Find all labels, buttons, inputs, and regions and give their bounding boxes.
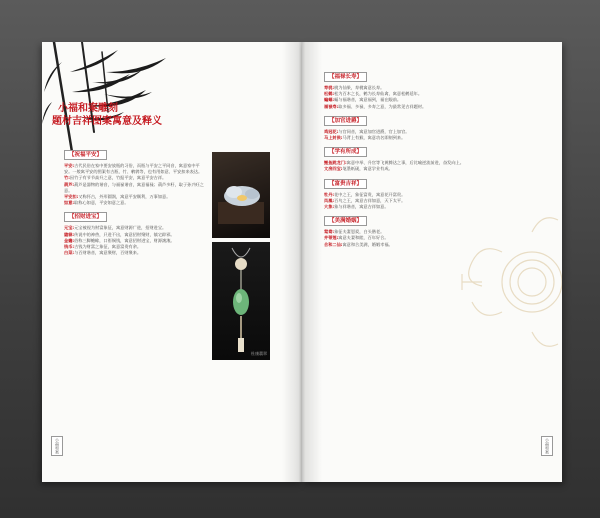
list-item: 鸳鸯:象征夫妻恩爱，白头偕老。 [324,229,385,235]
right-page [302,42,562,482]
page-number: 小福和案 [541,436,553,456]
list-item: 福禄寿:取多福、多禄、多寿之意，为最常见吉祥题材。 [324,103,427,109]
list-item: 寿桃:桃为仙果，寿桃寓意长寿。 [324,85,385,90]
section [64,212,204,256]
list-item: 合和二仙:寓意和合美满，婚姻幸福。 [324,241,393,247]
list-item: 貔貅:传说中的神兽，只进不出，寓意招财聚财，镇宅辟邪。 [64,231,175,237]
section-heading: 【美满婚姻】 [324,216,367,226]
list-item: 竹:因竹子有节节高升之意，竹报平安，寓意平安吉祥。 [64,175,167,181]
section [64,150,204,206]
list-item: 白菜:与百财谐音，寓意聚财，百财聚来。 [64,250,142,256]
title-line-2: 题材吉祥图案寓意及释义 [52,116,162,127]
section [324,179,524,211]
list-item: 并蒂莲:寓意夫妻和睦，百年好合。 [324,235,389,241]
list-item: 马上封侯:马背上有猴，寓意功名即刻到来。 [324,135,406,141]
section [324,72,524,110]
title-line-1: 小福和案雕刻 [58,103,118,114]
list-item: 元宝:元宝被视为财富象征，寓意财源广进，招财进宝。 [64,225,167,231]
list-item: 钱币:古钱为财富之象征，寓意富贵有余。 [64,244,142,250]
open-book [42,42,562,482]
list-item: 如意:取称心如意，平安如意之意。 [64,200,129,206]
section-heading: 【福禄长寿】 [324,72,367,82]
list-item: 凤凰:百鸟之王，寓意吉祥如意，天下太平。 [324,197,406,203]
left-page [42,42,302,482]
photo-caption: 杜康翡翠 [251,351,267,356]
jade-carving-icon [212,152,270,238]
right-text-column [324,72,524,254]
section [324,116,524,141]
left-text-column [64,150,204,262]
section [324,216,524,248]
list-item: 平安:古代民俗在家中要安放瓶的习俗，而瓶与平安之平同音，寓意家中平安。一般寓平安的图案有古瓶、竹、鹌鹑等，也有用如意、平安扣来表达。 [64,163,203,175]
page-number: 小福和案 [51,436,63,456]
list-item: 金蟾:俗称三脚蟾蜍，口衔铜钱，寓意招财进宝，财源滚滚。 [64,237,175,243]
section-heading: 【加官进爵】 [324,116,367,126]
section [324,147,524,172]
section-heading: 【招财进宝】 [64,212,107,222]
section-heading: 【富贵吉祥】 [324,179,367,189]
list-item: 平安扣:又称怀古，外形圆润，寓意平安顺利，万事如意。 [64,194,171,200]
list-item: 葫芦:葫芦是器物的谐音，与福禄谐音，寓意福禄；葫芦多籽，取子孙兴旺之意。 [64,181,204,193]
list-item: 牡丹:花中之王，象征富贵，寓意花开富贵。 [324,191,406,197]
jade-pendant-icon [212,242,270,360]
page-title [52,102,162,128]
list-item: 鲤鱼跳龙门:寓意中举、升官等飞黄腾达之事，后比喻逆流前进，奋发向上。 [324,160,464,166]
list-item: 鸡冠花:与官同音，寓意加官进爵，官上加官。 [324,128,410,134]
jade-pendant-photo [212,242,270,360]
list-item: 大象:象与祥谐音，寓意吉祥如意。 [324,204,389,210]
list-item: 松鹤:松为百木之长，鹤为长寿仙禽，寓意松鹤延年。 [324,91,423,97]
section-heading: 【祝福平安】 [64,150,107,160]
list-item: 蝙蝠:蝠与福谐音，寓意福到，福在眼前。 [324,97,402,103]
section-heading: 【学有所成】 [324,147,367,157]
jade-carving-photo [212,152,270,238]
list-item: 文房四宝:笔墨纸砚，寓意学业有成。 [324,166,393,172]
